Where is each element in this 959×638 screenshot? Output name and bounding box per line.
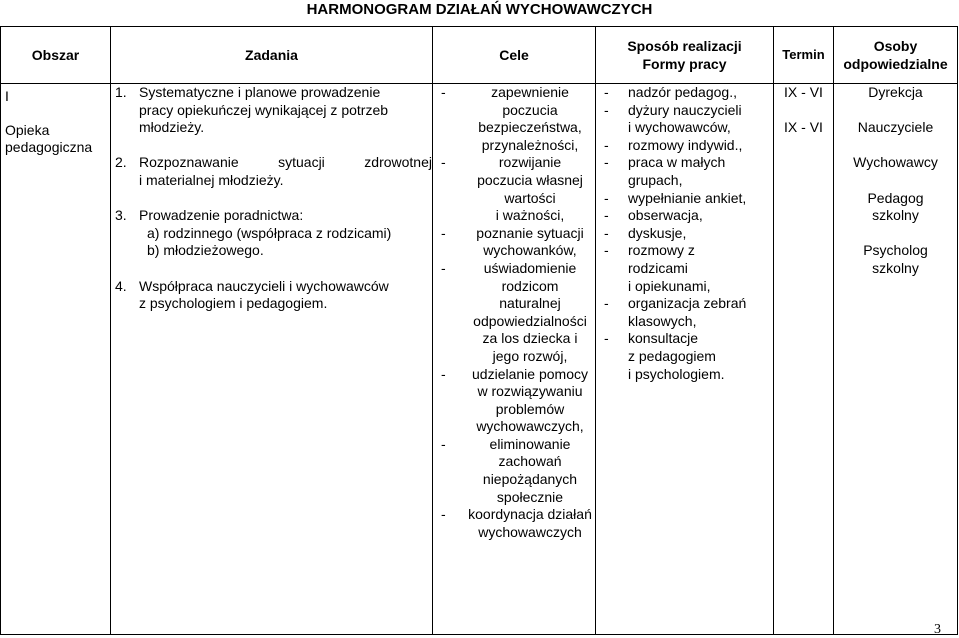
responsible-person-line: Wychowawcy	[853, 154, 938, 171]
header-tasks: Zadania	[111, 27, 433, 84]
goals-cell	[433, 84, 596, 635]
goal-line: niepożądanych	[482, 471, 578, 488]
responsible-person-line: Nauczyciele	[857, 119, 934, 136]
responsible-person-line: Pedagog	[867, 189, 924, 206]
goal-line: koordynacja działań	[468, 506, 592, 523]
method-line: rozmowy z	[628, 242, 695, 259]
responsible-person-line: Psycholog	[863, 242, 928, 259]
method-item	[596, 137, 773, 155]
method-line: rodzicami	[628, 259, 688, 276]
bullet-dash: -	[441, 365, 446, 382]
task-line: a) rodzinnego (współpraca z rodzicami)	[147, 224, 392, 241]
goal-item	[433, 84, 595, 154]
goal-text	[465, 84, 595, 154]
goal-line: wychowanków,	[483, 242, 577, 259]
goal-item	[433, 436, 595, 506]
bullet-dash: -	[441, 435, 446, 452]
method-text	[628, 190, 773, 208]
goal-line: uświadomienie	[483, 259, 577, 276]
task-line: Prowadzenie poradnictwa:	[139, 207, 304, 224]
task-number: 3.	[115, 207, 127, 224]
responsible-person	[834, 190, 957, 225]
task-text	[139, 278, 432, 313]
task-number: 1.	[115, 84, 127, 100]
task-line: b) młodzieżowego.	[147, 242, 264, 259]
method-line: konsultacje	[628, 330, 699, 347]
goal-line: wychowawczych,	[476, 418, 584, 435]
document-title: HARMONOGRAM DZIAŁAŃ WYCHOWAWCZYCH	[306, 1, 653, 18]
bullet-dash: -	[604, 242, 609, 259]
method-line: dyskusje,	[628, 224, 687, 241]
bullet-dash: -	[604, 101, 609, 118]
method-line: i wychowawców,	[628, 119, 731, 136]
method-item	[596, 190, 773, 208]
goal-item	[433, 260, 595, 366]
bullet-dash: -	[441, 84, 446, 100]
method-text	[628, 225, 773, 243]
header-goals: Cele	[433, 27, 596, 84]
task-item	[111, 278, 432, 313]
area-name	[5, 122, 110, 157]
goal-line: jego rozwój,	[492, 347, 568, 364]
task-number: 2.	[115, 154, 127, 171]
goal-text	[465, 154, 595, 224]
header-term: Termin	[774, 27, 834, 84]
method-text	[628, 330, 773, 383]
goal-item	[433, 506, 595, 541]
bullet-dash: -	[604, 295, 609, 312]
method-line: obserwacja,	[628, 207, 703, 224]
method-text	[628, 242, 773, 295]
header-persons	[834, 27, 958, 84]
header-persons-line1: Osoby	[873, 38, 918, 54]
tasks-cell	[111, 84, 433, 635]
task-text	[139, 84, 432, 137]
bullet-dash: -	[604, 224, 609, 241]
bullet-dash: -	[604, 207, 609, 224]
area-roman: I	[5, 88, 9, 104]
header-area: Obszar	[1, 27, 111, 84]
header-methods	[596, 27, 774, 84]
bullet-dash: -	[441, 224, 446, 241]
goal-line: wartości	[504, 189, 556, 206]
schedule-table	[0, 26, 958, 635]
area-name-line2: pedagogiczna	[5, 139, 93, 156]
method-line: rozmowy indywid.,	[628, 136, 743, 153]
term-value: IX - VI	[784, 84, 823, 100]
bullet-dash: -	[441, 154, 446, 171]
method-line: z pedagogiem	[628, 347, 716, 364]
goal-item	[433, 366, 595, 436]
method-text	[628, 295, 773, 330]
task-line: młodzieży.	[139, 119, 205, 136]
bullet-dash: -	[441, 259, 446, 276]
task-item	[111, 207, 432, 260]
goal-line: poznanie sytuacji	[476, 224, 584, 241]
bullet-dash: -	[604, 154, 609, 171]
responsible-person	[834, 154, 957, 172]
bullet-dash: -	[604, 330, 609, 347]
bullet-dash: -	[604, 189, 609, 206]
task-line: i materialnej młodzieży.	[139, 171, 284, 188]
method-line: praca w małych	[628, 154, 726, 171]
responsible-person-line: szkolny	[872, 207, 919, 224]
goal-line: społecznie	[496, 488, 564, 505]
goal-line: rodzicom	[501, 277, 559, 294]
method-line: nadzór pedagog.,	[628, 84, 737, 100]
goal-line: problemów	[495, 400, 565, 417]
goal-line: i ważności,	[495, 207, 565, 224]
goal-line: rozwijanie	[498, 154, 562, 171]
goal-line: za los dziecka i	[482, 330, 578, 347]
task-text	[139, 207, 432, 260]
method-line: dyżury nauczycieli	[628, 101, 742, 118]
method-line: organizacja zebrań	[628, 295, 747, 312]
method-item	[596, 207, 773, 225]
header-row	[1, 27, 958, 84]
method-line: i opiekunami,	[628, 277, 711, 294]
goal-line: bezpieczeństwa,	[478, 119, 582, 136]
method-line: i psychologiem.	[628, 365, 725, 382]
task-item	[111, 84, 432, 137]
task-line: z psychologiem i pedagogiem.	[139, 295, 328, 312]
method-text	[628, 207, 773, 225]
area-name-line1: Opieka	[5, 121, 50, 138]
task-text	[139, 154, 432, 189]
method-text	[628, 102, 773, 137]
goal-text	[465, 436, 595, 506]
task-item	[111, 154, 432, 189]
bullet-dash: -	[441, 506, 446, 523]
task-line: Systematyczne i planowe prowadzenie	[139, 84, 381, 100]
goal-line: w rozwiązywaniu	[477, 383, 583, 400]
goal-line: eliminowanie	[489, 435, 571, 452]
methods-cell	[596, 84, 774, 635]
responsible-person	[834, 84, 957, 102]
goal-line: przynależności,	[481, 136, 579, 153]
goal-line: zapewnienie	[491, 84, 569, 100]
goal-text	[465, 260, 595, 366]
task-line: pracy opiekuńczej wynikającej z potrzeb	[139, 101, 389, 118]
goal-line: wychowawczych	[478, 523, 582, 540]
method-item	[596, 242, 773, 295]
method-line: grupach,	[628, 171, 683, 188]
method-line: klasowych,	[628, 312, 697, 329]
responsible-person	[834, 242, 957, 277]
persons-cell	[834, 84, 958, 635]
method-text	[628, 84, 773, 102]
task-number: 4.	[115, 277, 127, 294]
goal-text	[465, 225, 595, 260]
task-line: Współpraca nauczycieli i wychowawców	[139, 277, 389, 294]
table-row	[1, 84, 958, 635]
goal-line: naturalnej	[499, 295, 561, 312]
header-persons-line2: odpowiedzialne	[843, 56, 948, 72]
term-cell	[774, 84, 834, 635]
goal-line: zachowań	[498, 453, 562, 470]
method-line: wypełnianie ankiet,	[628, 189, 747, 206]
goal-line: odpowiedzialności	[473, 312, 587, 329]
method-item	[596, 225, 773, 243]
method-text	[628, 154, 773, 189]
header-methods-line1: Sposób realizacji	[627, 38, 742, 54]
method-item	[596, 154, 773, 189]
bullet-dash: -	[604, 84, 609, 100]
term-value: IX - VI	[784, 119, 823, 136]
goal-item	[433, 154, 595, 224]
responsible-person-line: Dyrekcja	[868, 84, 923, 100]
responsible-person	[834, 119, 957, 137]
goal-line: poczucia własnej	[477, 171, 583, 188]
method-item	[596, 330, 773, 383]
goal-item	[433, 225, 595, 260]
goal-text	[465, 366, 595, 436]
area-cell	[1, 84, 111, 635]
method-text	[628, 137, 773, 155]
goal-text	[465, 506, 595, 541]
responsible-person-line: szkolny	[872, 259, 919, 276]
goal-line: poczucia	[502, 101, 558, 118]
bullet-dash: -	[604, 136, 609, 153]
page-number: 3	[934, 622, 941, 637]
task-line: Rozpoznawanie sytuacji zdrowotnej	[139, 154, 432, 171]
method-item	[596, 295, 773, 330]
header-methods-line2: Formy pracy	[642, 56, 727, 72]
method-item	[596, 84, 773, 102]
method-item	[596, 102, 773, 137]
goal-line: udzielanie pomocy	[472, 365, 588, 382]
